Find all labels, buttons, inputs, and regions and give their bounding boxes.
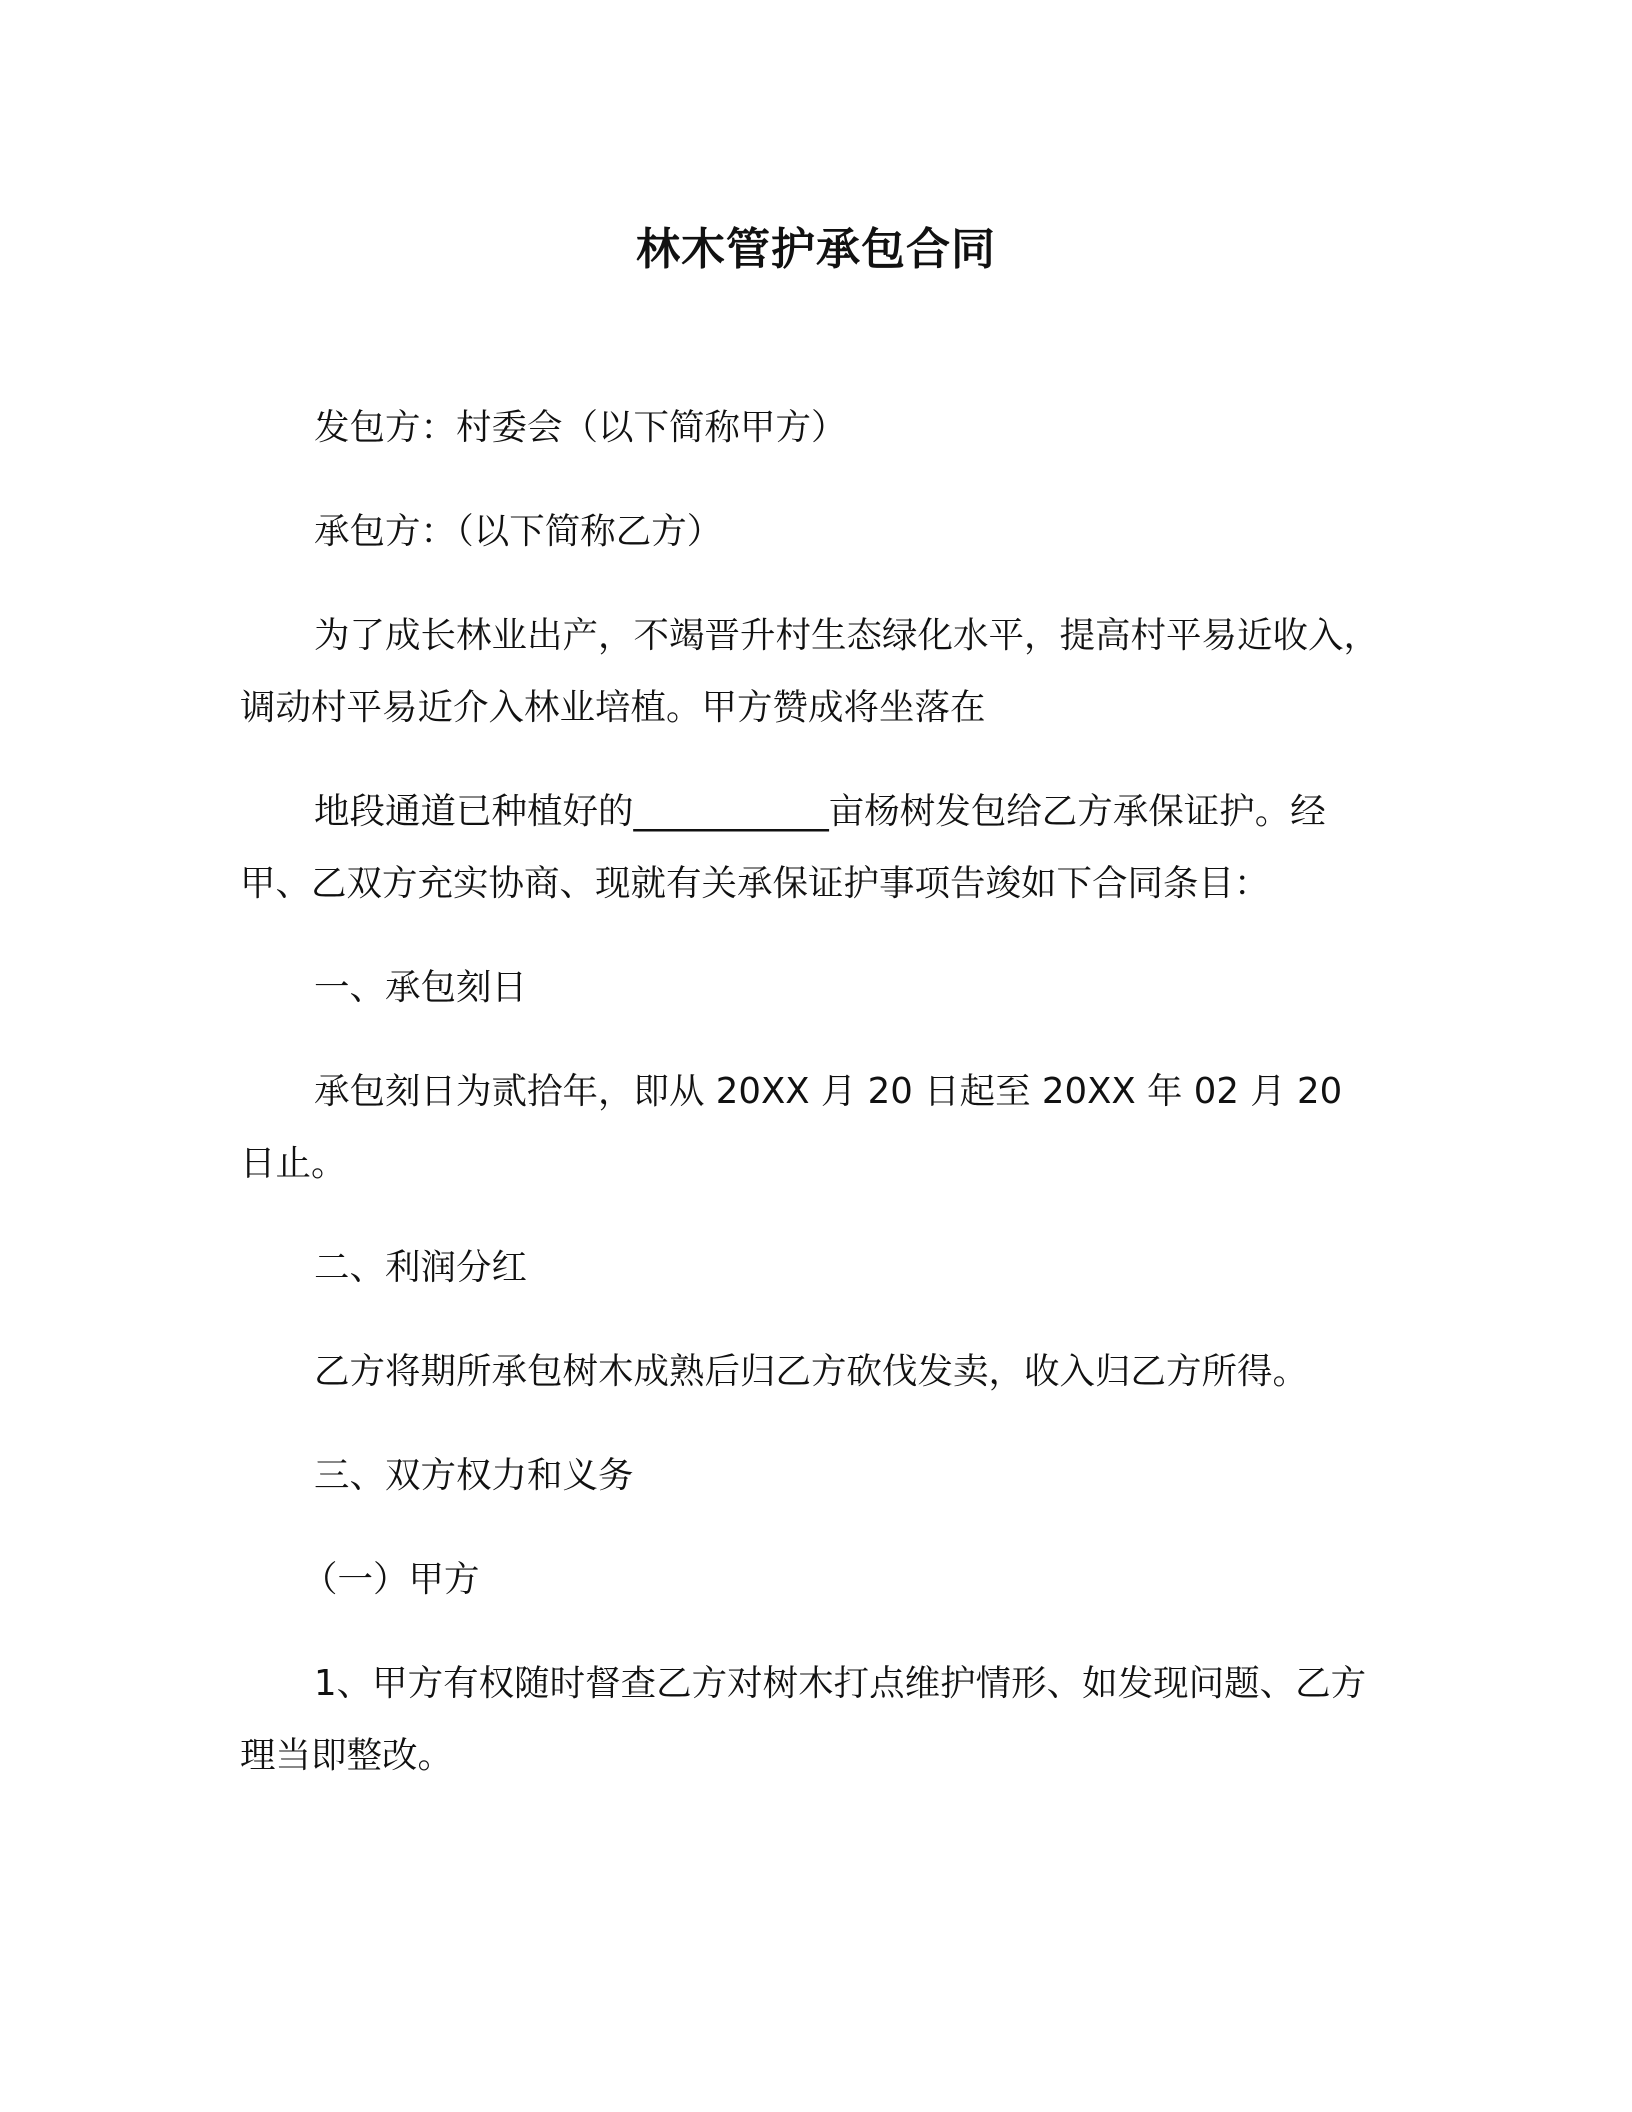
paragraph-purpose: 为了成长林业出产，不竭晋升村生态绿化水平，提高村平易近收入，调动村平易近介入林业培植。甲方赞成将坐落在 — [240, 615, 1380, 728]
paragraph-term: 承包刻日为贰拾年，即从 20XX 月 20 日起至 20XX 年 02 月 20 日止。 — [240, 1071, 1343, 1184]
section-heading-term: 一、承包刻日 — [314, 967, 528, 1008]
paragraph-party-a: 发包方：村委会（以下简称甲方） — [314, 407, 847, 448]
document-body — [240, 392, 1380, 1824]
paragraph-profit: 乙方将期所承包树木成熟后归乙方砍伐发卖，收入归乙方所得。 — [314, 1351, 1309, 1392]
section-heading-rights: 三、双方权力和义务 — [314, 1455, 634, 1496]
paragraph-land-description: 地段通道已种植好的___________亩杨树发包给乙方承保证护。经甲、乙双方充实协商、现就有关承保证护事项告竣如下合同条目： — [240, 791, 1326, 904]
document-title: 林木管护承包合同 — [636, 224, 996, 275]
paragraph-party-b: 承包方：（以下简称乙方） — [314, 511, 723, 552]
section-heading-profit: 二、利润分红 — [314, 1247, 528, 1288]
subsection-heading-party-a: （一）甲方 — [302, 1559, 480, 1600]
paragraph-rights-item-1: 1、甲方有权随时督查乙方对树木打点维护情形、如发现问题、乙方理当即整改。 — [240, 1663, 1367, 1776]
